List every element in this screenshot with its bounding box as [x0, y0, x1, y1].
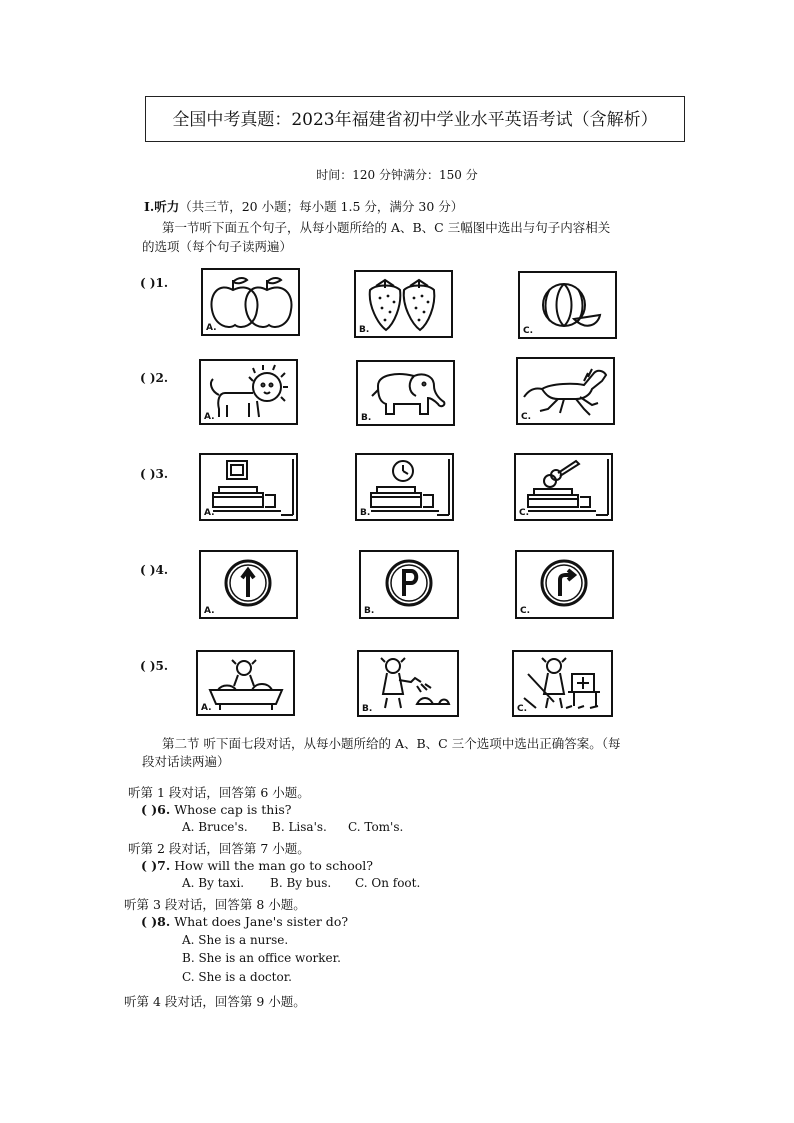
question-1-number: ( )1. — [140, 276, 169, 290]
q1-option-a-apples[interactable] — [201, 268, 300, 336]
q7-option-b[interactable]: B. By bus. — [270, 876, 332, 890]
q3-option-c-guitar[interactable] — [514, 453, 613, 521]
option-label: C. — [523, 326, 534, 336]
q2-option-b-elephant[interactable] — [356, 360, 455, 426]
question-3-number: ( )3. — [140, 467, 169, 481]
question-6-number: ( )6. — [141, 802, 171, 817]
watermelon-icon — [520, 273, 615, 337]
q3-option-b-clock[interactable] — [355, 453, 454, 521]
q8-option-c[interactable]: C. She is a doctor. — [182, 970, 292, 984]
part1-instruction-line1: 第一节听下面五个句子，从每小题所给的 A、B、C 三幅图中选出与句子内容相关 — [162, 220, 611, 235]
q5-option-c-sweeping[interactable] — [512, 650, 613, 717]
exam-info: 时间：120 分钟满分：150 分 — [316, 168, 478, 182]
turn-right-sign-icon — [517, 552, 612, 617]
part2-instruction-line2: 段对话读两遍） — [142, 754, 230, 769]
question-2-number: ( )2. — [140, 371, 169, 385]
arrow-up-sign-icon — [201, 552, 296, 617]
dialogue-1-intro: 听第 1 段对话，回答第 6 小题。 — [128, 785, 310, 800]
part2-instruction-line1: 第二节 听下面七段对话，从每小题所给的 A、B、C 三个选项中选出正确答案。（每 — [162, 736, 621, 751]
question-7-number: ( )7. — [141, 858, 171, 873]
q6-option-c[interactable]: C. Tom's. — [348, 820, 404, 834]
option-label: B. — [359, 325, 370, 335]
question-8 — [141, 914, 348, 929]
parking-sign-icon — [361, 552, 457, 617]
option-label: C. — [519, 508, 530, 518]
elephant-icon — [358, 362, 453, 424]
q7-option-c[interactable]: C. On foot. — [355, 876, 421, 890]
dialogue-3-intro: 听第 3 段对话，回答第 8 小题。 — [124, 897, 306, 912]
part1-instruction-line2: 的选项（每个句子读两遍） — [142, 239, 293, 254]
option-label: C. — [517, 704, 528, 714]
q5-option-a-cooking[interactable] — [196, 650, 295, 716]
question-7-text: How will the man go to school? — [174, 858, 373, 873]
option-label: B. — [361, 413, 372, 423]
q3-option-a-picture[interactable] — [199, 453, 298, 521]
question-6 — [141, 802, 291, 817]
option-label: B. — [360, 508, 371, 518]
question-8-number: ( )8. — [141, 914, 171, 929]
q1-option-c-watermelon[interactable] — [518, 271, 617, 339]
q5-option-b-watering[interactable] — [357, 650, 459, 717]
question-5-number: ( )5. — [140, 659, 169, 673]
q8-option-a[interactable]: A. She is a nurse. — [182, 933, 289, 947]
q7-option-a[interactable]: A. By taxi. — [182, 876, 245, 890]
option-label: B. — [362, 704, 373, 714]
q6-option-a[interactable]: A. Bruce's. — [182, 820, 248, 834]
option-label: A. — [204, 606, 215, 616]
guitar-icon — [516, 455, 611, 519]
apple-icon — [203, 270, 298, 334]
dialogue-2-intro: 听第 2 段对话，回答第 7 小题。 — [128, 841, 310, 856]
girl-cooking-icon — [198, 652, 293, 714]
document-title: 全国中考真题：2023年福建省初中学业水平英语考试（含解析） — [145, 96, 685, 142]
q1-option-b-strawberries[interactable] — [354, 270, 453, 338]
section-heading-detail: （共三节，20 小题；每小题 1.5 分，满分 30 分） — [179, 199, 464, 214]
section-heading — [144, 197, 463, 215]
q6-option-b[interactable]: B. Lisa's. — [272, 820, 327, 834]
clock-icon — [357, 455, 452, 519]
option-label: A. — [204, 412, 215, 422]
q4-option-b-parking-sign[interactable] — [359, 550, 459, 619]
question-8-text: What does Jane's sister do? — [174, 914, 349, 929]
question-4-number: ( )4. — [140, 563, 169, 577]
question-7 — [141, 858, 373, 873]
strawberry-icon — [356, 272, 451, 336]
dialogue-4-intro: 听第 4 段对话，回答第 9 小题。 — [124, 994, 306, 1009]
q4-option-c-turn-right-sign[interactable] — [515, 550, 614, 619]
girl-sweeping-icon — [514, 652, 611, 715]
q2-option-c-horse[interactable] — [516, 357, 615, 425]
lion-icon — [201, 361, 296, 423]
horse-icon — [518, 359, 613, 423]
option-label: A. — [206, 323, 217, 333]
picture-frame-icon — [201, 455, 296, 519]
option-label: B. — [364, 606, 375, 616]
option-label: C. — [520, 606, 531, 616]
girl-watering-icon — [359, 652, 457, 715]
q8-option-b[interactable]: B. She is an office worker. — [182, 951, 341, 965]
option-label: A. — [204, 508, 215, 518]
section-heading-label: I.听力 — [144, 199, 180, 214]
q2-option-a-lion[interactable] — [199, 359, 298, 425]
option-label: C. — [521, 412, 532, 422]
q4-option-a-straight-sign[interactable] — [199, 550, 298, 619]
option-label: A. — [201, 703, 212, 713]
question-6-text: Whose cap is this? — [174, 802, 292, 817]
